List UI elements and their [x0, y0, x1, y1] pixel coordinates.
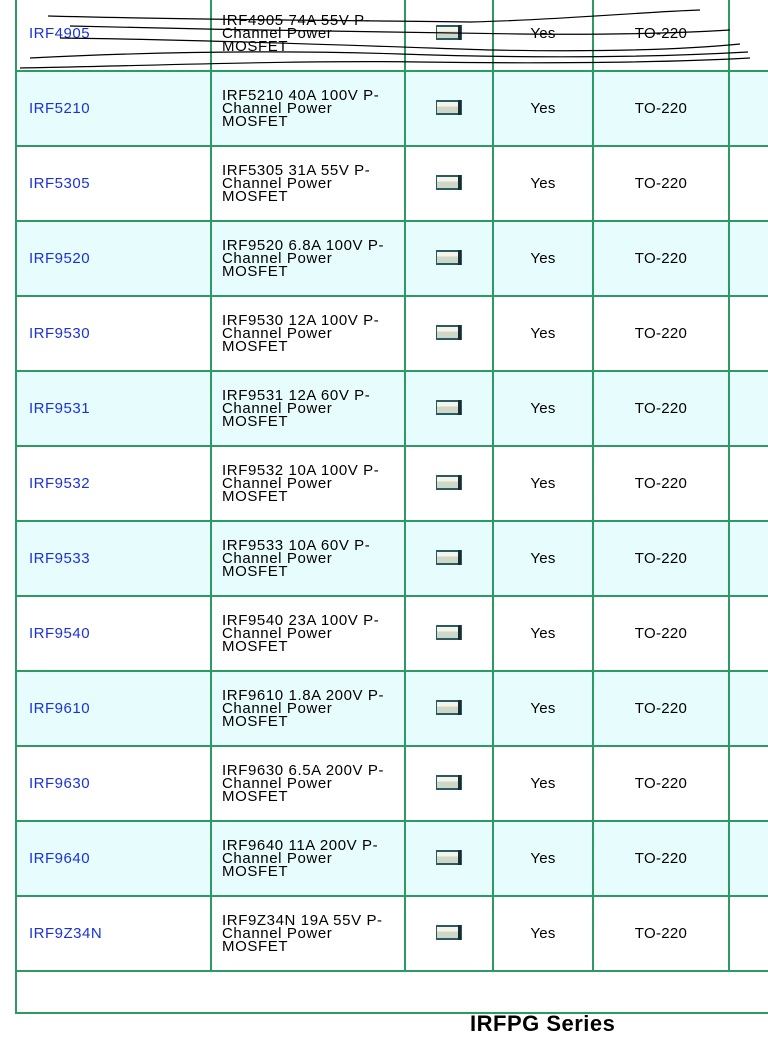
package-cell: TO-220 [593, 671, 729, 746]
package-cell: TO-220 [593, 371, 729, 446]
datasheet-cell [405, 596, 493, 671]
table-row [16, 671, 768, 746]
rohs-cell: Yes [493, 371, 593, 446]
rohs-cell: Yes [493, 521, 593, 596]
rohs-cell: Yes [493, 821, 593, 896]
datasheet-cell [405, 671, 493, 746]
rohs-cell: Yes [493, 221, 593, 296]
datasheet-cell [405, 146, 493, 221]
series-header-cell [16, 971, 768, 1013]
description-cell [211, 71, 405, 146]
datasheet-icon[interactable] [436, 325, 462, 340]
part-number-link[interactable]: IRF9540 [29, 625, 91, 642]
datasheet-cell [405, 446, 493, 521]
edge-cell [729, 0, 768, 71]
edge-cell [729, 446, 768, 521]
rohs-cell: Yes [493, 146, 593, 221]
rohs-cell: Yes [493, 71, 593, 146]
rohs-cell: Yes [493, 896, 593, 971]
description-cell [211, 446, 405, 521]
edge-cell [729, 671, 768, 746]
part-number-link[interactable]: IRF9533 [29, 550, 91, 567]
package-cell: TO-220 [593, 221, 729, 296]
part-number-link[interactable]: IRF9Z34N [29, 925, 103, 942]
description-text: IRF9530 12A 100V P-Channel Power MOSFET [222, 312, 380, 355]
datasheet-icon[interactable] [436, 700, 462, 715]
description-cell [211, 371, 405, 446]
part-number-cell [16, 146, 211, 221]
datasheet-icon[interactable] [436, 25, 462, 40]
part-number-cell [16, 446, 211, 521]
part-number-link[interactable]: IRF5305 [29, 175, 91, 192]
rohs-cell: Yes [493, 671, 593, 746]
part-number-link[interactable]: IRF9520 [29, 250, 91, 267]
edge-cell [729, 746, 768, 821]
package-cell: TO-220 [593, 521, 729, 596]
description-text: IRF9Z34N 19A 55V P-Channel Power MOSFET [222, 912, 383, 955]
description-text: IRF9520 6.8A 100V P-Channel Power MOSFET [222, 237, 385, 280]
table-row [16, 521, 768, 596]
description-text: IRF5210 40A 100V P-Channel Power MOSFET [222, 87, 380, 130]
description-text: IRF9540 23A 100V P-Channel Power MOSFET [222, 612, 380, 655]
description-cell [211, 0, 405, 71]
datasheet-cell [405, 371, 493, 446]
rohs-cell: Yes [493, 296, 593, 371]
table-row [16, 371, 768, 446]
datasheet-icon[interactable] [436, 625, 462, 640]
datasheet-cell [405, 746, 493, 821]
datasheet-icon[interactable] [436, 250, 462, 265]
part-number-cell [16, 0, 211, 71]
package-cell: TO-220 [593, 746, 729, 821]
description-cell [211, 521, 405, 596]
parts-table [15, 0, 768, 1014]
table-row [16, 296, 768, 371]
edge-cell [729, 296, 768, 371]
description-cell [211, 146, 405, 221]
rohs-cell: Yes [493, 746, 593, 821]
part-number-cell [16, 296, 211, 371]
part-number-cell [16, 671, 211, 746]
description-cell [211, 296, 405, 371]
package-cell: TO-220 [593, 896, 729, 971]
table-row [16, 821, 768, 896]
part-number-link[interactable]: IRF5210 [29, 100, 91, 117]
table-row [16, 596, 768, 671]
description-text: IRF9640 11A 200V P-Channel Power MOSFET [222, 837, 379, 880]
package-cell: TO-220 [593, 71, 729, 146]
datasheet-cell [405, 821, 493, 896]
part-number-cell [16, 746, 211, 821]
table-row [16, 0, 768, 71]
rohs-cell: Yes [493, 446, 593, 521]
description-text: IRF9610 1.8A 200V P-Channel Power MOSFET [222, 687, 385, 730]
datasheet-icon[interactable] [436, 925, 462, 940]
edge-cell [729, 596, 768, 671]
part-number-cell [16, 521, 211, 596]
part-number-cell [16, 596, 211, 671]
part-number-link[interactable]: IRF9532 [29, 475, 91, 492]
datasheet-icon[interactable] [436, 400, 462, 415]
edge-cell [729, 821, 768, 896]
part-number-cell [16, 821, 211, 896]
datasheet-cell [405, 296, 493, 371]
parts-table-body [16, 0, 768, 1013]
datasheet-cell [405, 0, 493, 71]
part-number-cell [16, 71, 211, 146]
edge-cell [729, 896, 768, 971]
package-cell: TO-220 [593, 596, 729, 671]
datasheet-icon[interactable] [436, 775, 462, 790]
edge-cell [729, 371, 768, 446]
part-number-link[interactable]: IRF9630 [29, 775, 91, 792]
edge-cell [729, 221, 768, 296]
part-number-cell [16, 896, 211, 971]
description-text: IRF9630 6.5A 200V P-Channel Power MOSFET [222, 762, 385, 805]
package-cell: TO-220 [593, 821, 729, 896]
description-text: IRF5305 31A 55V P-Channel Power MOSFET [222, 162, 371, 205]
table-row [16, 896, 768, 971]
datasheet-icon[interactable] [436, 100, 462, 115]
description-cell [211, 671, 405, 746]
rohs-cell: Yes [493, 0, 593, 71]
datasheet-icon[interactable] [436, 550, 462, 565]
part-number-link[interactable]: IRF9610 [29, 700, 91, 717]
description-text: IRF9531 12A 60V P-Channel Power MOSFET [222, 387, 371, 430]
datasheet-cell [405, 221, 493, 296]
rohs-cell: Yes [493, 596, 593, 671]
edge-cell [729, 146, 768, 221]
datasheet-cell [405, 521, 493, 596]
description-text: IRF9532 10A 100V P-Channel Power MOSFET [222, 462, 380, 505]
part-number-link[interactable]: IRF9640 [29, 850, 91, 867]
description-text: IRF4905 74A 55V P-Channel Power MOSFET [222, 12, 371, 55]
table-row [16, 746, 768, 821]
datasheet-icon[interactable] [436, 475, 462, 490]
table-row [16, 446, 768, 521]
part-number-link[interactable]: IRF9530 [29, 325, 91, 342]
table-row [16, 71, 768, 146]
datasheet-icon[interactable] [436, 175, 462, 190]
series-title: IRFPG Series [470, 1011, 616, 1036]
description-text: IRF9533 10A 60V P-Channel Power MOSFET [222, 537, 371, 580]
edge-cell [729, 521, 768, 596]
description-cell [211, 821, 405, 896]
part-number-cell [16, 371, 211, 446]
package-cell: TO-220 [593, 446, 729, 521]
description-cell [211, 221, 405, 296]
datasheet-cell [405, 896, 493, 971]
part-number-link[interactable]: IRF9531 [29, 400, 91, 417]
table-row [16, 146, 768, 221]
datasheet-icon[interactable] [436, 850, 462, 865]
part-number-link[interactable]: IRF4905 [29, 25, 91, 42]
description-cell [211, 896, 405, 971]
description-cell [211, 596, 405, 671]
package-cell: TO-220 [593, 0, 729, 71]
table-row [16, 221, 768, 296]
datasheet-cell [405, 71, 493, 146]
series-header-row [16, 971, 768, 1013]
package-cell: TO-220 [593, 146, 729, 221]
edge-cell [729, 71, 768, 146]
package-cell: TO-220 [593, 296, 729, 371]
description-cell [211, 746, 405, 821]
part-number-cell [16, 221, 211, 296]
